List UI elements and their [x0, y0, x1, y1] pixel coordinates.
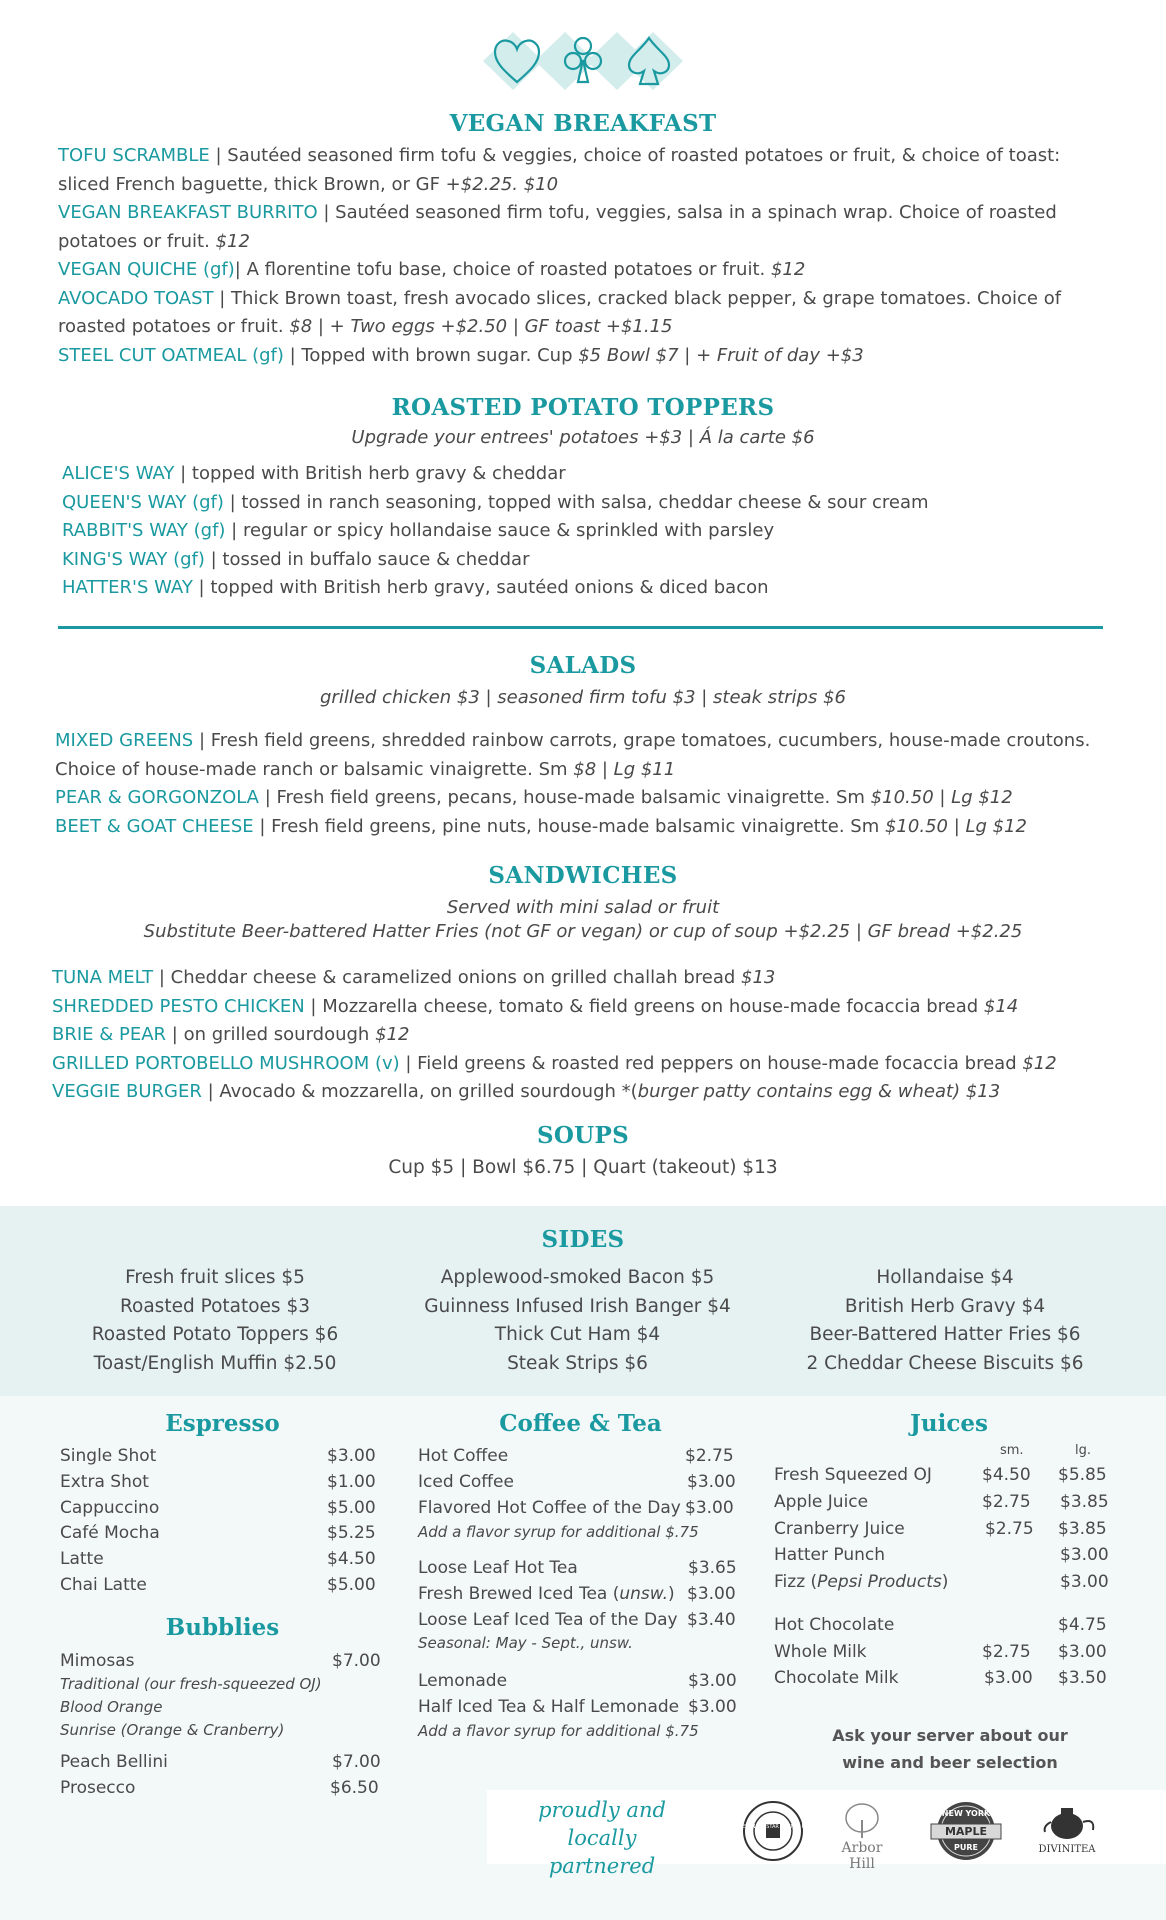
list-item: Hot Chocolate [774, 1615, 895, 1635]
menu-item: GRILLED PORTOBELLO MUSHROOM (v) | Field greens & roasted red peppers on house-made focaccia bread $12 [52, 1052, 1057, 1074]
sides-column-1 [70, 1264, 360, 1378]
price: $3.00 [688, 1697, 737, 1717]
menu-item: KING'S WAY (gf) | tossed in buffalo sauce & cheddar [62, 548, 530, 570]
price: $3.00 [687, 1472, 736, 1492]
menu-item: VEGAN QUICHE (gf)| A florentine tofu base, choice of roasted potatoes or fruit. $12 [58, 259, 806, 280]
note: Traditional (our fresh-squeezed OJ) [60, 1675, 322, 1693]
price-small: $4.50 [982, 1465, 1031, 1485]
list-item: Guinness Infused Irish Banger $4 [424, 1295, 731, 1317]
new-york-maple-logo: NEW YORK MAPLE PURE [927, 1800, 1005, 1862]
price: $3.00 [688, 1671, 737, 1691]
list-item: Chocolate Milk [774, 1668, 899, 1688]
price-small: $2.75 [982, 1492, 1031, 1512]
list-item: 2 Cheddar Cheese Biscuits $6 [806, 1352, 1084, 1374]
espresso-title: Espresso [165, 1410, 280, 1437]
note: Sunrise (Orange & Cranberry) [60, 1721, 285, 1739]
partners-tagline: proudly and locally partnered [538, 1798, 666, 1878]
list-item: Thick Cut Ham $4 [494, 1324, 661, 1345]
price: $5.00 [327, 1498, 376, 1518]
list-item: Roasted Potato Toppers $6 [91, 1324, 339, 1345]
note: Seasonal: May - Sept., unsw. [418, 1634, 633, 1652]
price-small: $2.75 [985, 1519, 1034, 1539]
menu-item: ALICE'S WAY | topped with British herb gravy & cheddar [62, 463, 566, 484]
menu-item: SHREDDED PESTO CHICKEN | Mozzarella cheese, tomato & field greens on house-made focaccia bread $14 [52, 995, 1019, 1017]
menu-item: TUNA MELT | Cheddar cheese & caramelized onions on grilled challah bread $13 [52, 967, 776, 988]
menu-item: BRIE & PEAR | on grilled sourdough $12 [52, 1024, 410, 1045]
list-item: Half Iced Tea & Half Lemonade [418, 1697, 680, 1717]
sides-column-3 [795, 1264, 1095, 1378]
price: $5.25 [327, 1523, 376, 1543]
price: $3.40 [687, 1610, 736, 1630]
list-item: Extra Shot [60, 1472, 149, 1492]
section-subtitle: Served with mini salad or fruit [446, 897, 720, 918]
salads-section [0, 652, 1166, 837]
soups-section [0, 1122, 1166, 1178]
note: Add a flavor syrup for additional $.75 [418, 1523, 699, 1541]
price: $1.00 [327, 1472, 376, 1492]
juices-title: Juices [910, 1410, 988, 1437]
list-item: Beer-Battered Hatter Fries $6 [809, 1324, 1081, 1345]
note: Add a flavor syrup for additional $.75 [418, 1722, 699, 1740]
price: $3.00 [687, 1584, 736, 1604]
list-item: Whole Milk [774, 1642, 867, 1662]
section-title: SALADS [529, 652, 637, 679]
price: $7.00 [332, 1651, 381, 1671]
list-item: Hot Coffee [418, 1446, 509, 1466]
sides-column-2 [410, 1264, 745, 1378]
list-item: Hatter Punch [774, 1545, 886, 1565]
section-title: SIDES [541, 1226, 625, 1253]
list-item: Fresh fruit slices $5 [125, 1267, 305, 1288]
section-title: SANDWICHES [488, 862, 678, 889]
price-large: $3.50 [1058, 1668, 1107, 1688]
section-divider [58, 626, 1103, 629]
list-item: Chai Latte [60, 1575, 147, 1595]
list-item: Iced Coffee [418, 1472, 514, 1492]
price-large: $3.00 [1058, 1642, 1107, 1662]
soups-prices: Cup $5 | Bowl $6.75 | Quart (takeout) $13 [388, 1157, 778, 1178]
menu-item: TOFU SCRAMBLE | Sautéed seasoned firm tofu & veggies, choice of roasted potatoes or fruit, & choice of toast: sliced French baguette, thick Brown, or GF +$2.25. $10 [58, 145, 1061, 195]
sandwiches-section [0, 862, 1166, 1102]
menu-item: PEAR & GORGONZOLA | Fresh field greens, pecans, house-made balsamic vinaigrette. Sm $10.50 | Lg $12 [55, 787, 1013, 808]
list-item: Fresh Brewed Iced Tea (unsw.) [418, 1584, 675, 1604]
price: $4.50 [327, 1549, 376, 1569]
list-item: Hollandaise $4 [876, 1267, 1014, 1288]
section-title: SOUPS [536, 1122, 630, 1149]
menu-item: BEET & GOAT CHEESE | Fresh field greens, pine nuts, house-made balsamic vinaigrette. Sm $10.50 | Lg $12 [55, 815, 1028, 837]
price: $6.50 [330, 1778, 379, 1798]
section-subtitle: Upgrade your entrees' potatoes +$3 | Á la carte $6 [351, 427, 815, 448]
menu-item: VEGAN BREAKFAST BURRITO | Sautéed seasoned firm tofu, veggies, salsa in a spinach wrap. Choice of roasted potatoes or fruit. $12 [58, 202, 1057, 252]
menu-item: STEEL CUT OATMEAL (gf) | Topped with brown sugar. Cup $5 Bowl $7 | + Fruit of day +$3 [58, 344, 864, 366]
list-item: Apple Juice [774, 1492, 869, 1512]
menu-item: HATTER'S WAY | topped with British herb gravy, sautéed onions & diced bacon [62, 577, 769, 598]
menu-item: VEGGIE BURGER | Avocado & mozzarella, on grilled sourdough *(burger patty contains egg & wheat) $13 [52, 1081, 1001, 1102]
price-large: $3.00 [1060, 1572, 1109, 1592]
price: $3.65 [688, 1558, 737, 1578]
list-item: Roasted Potatoes $3 [120, 1295, 310, 1317]
list-item: Fresh Squeezed OJ [774, 1465, 932, 1485]
price-large: $4.75 [1058, 1615, 1107, 1635]
list-item: Peach Bellini [60, 1752, 168, 1772]
divinitea-logo: DIVINITEA [1027, 1800, 1107, 1862]
card-suits-ornament [465, 30, 701, 92]
list-item: Prosecco [60, 1778, 136, 1798]
price: $5.00 [327, 1575, 376, 1595]
arbor-hill-logo: Arbor Hill [827, 1800, 897, 1862]
list-item: Loose Leaf Hot Tea [418, 1558, 578, 1578]
list-item: Steak Strips $6 [507, 1352, 648, 1374]
price-large: $3.85 [1058, 1519, 1107, 1539]
section-subtitle: grilled chicken $3 | seasoned firm tofu $3 | steak strips $6 [320, 687, 846, 708]
wine-beer-note: Ask your server about our wine and beer selection [832, 1726, 1068, 1772]
menu-item: QUEEN'S WAY (gf) | tossed in ranch seasoning, topped with salsa, cheddar cheese & sour cream [62, 491, 929, 513]
section-subtitle: Substitute Beer-battered Hatter Fries (not GF or vegan) or cup of soup +$2.25 | GF bread +$2.25 [143, 921, 1023, 942]
coffee-tea-title: Coffee & Tea [499, 1410, 662, 1437]
list-item: Lemonade [418, 1671, 508, 1691]
vegan-breakfast-section [0, 110, 1166, 366]
section-title: VEGAN BREAKFAST [449, 110, 717, 137]
section-title: ROASTED POTATO TOPPERS [391, 394, 775, 421]
list-item: Applewood-smoked Bacon $5 [440, 1267, 715, 1288]
price: $3.00 [327, 1446, 376, 1466]
sides-section [0, 1206, 1166, 1396]
list-item: Loose Leaf Iced Tea of the Day [418, 1610, 678, 1630]
list-item: Toast/English Muffin $2.50 [93, 1352, 337, 1374]
potato-toppers-section [0, 394, 1166, 598]
partners-strip [487, 1790, 1166, 1878]
list-item: Mimosas [60, 1651, 135, 1671]
price-small: $3.00 [984, 1668, 1033, 1688]
price: $2.75 [685, 1446, 734, 1466]
price-large: $5.85 [1058, 1465, 1107, 1485]
price-large: $3.85 [1060, 1492, 1109, 1512]
list-item: British Herb Gravy $4 [844, 1295, 1046, 1317]
price-small: $2.75 [982, 1642, 1031, 1662]
list-item: Latte [60, 1549, 104, 1569]
menu-item: RABBIT'S WAY (gf) | regular or spicy hollandaise sauce & sprinkled with parsley [62, 520, 775, 541]
size-small-label: sm. [1000, 1443, 1024, 1458]
list-item: Café Mocha [60, 1523, 160, 1543]
price: $3.00 [685, 1498, 734, 1518]
list-item: Cappuccino [60, 1498, 160, 1518]
list-item: Fizz (Pepsi Products) [774, 1572, 949, 1592]
list-item: Single Shot [60, 1446, 157, 1466]
price: $7.00 [332, 1752, 381, 1772]
note: Blood Orange [60, 1698, 163, 1716]
menu-item: MIXED GREENS | Fresh field greens, shredded rainbow carrots, grape tomatoes, cucumbers, house-made croutons. Choice of house-made ranch or balsamic vinaigrette. Sm $8 | Lg $11 [55, 730, 1091, 780]
list-item: Cranberry Juice [774, 1519, 905, 1539]
menu-item: AVOCADO TOAST | Thick Brown toast, fresh avocado slices, cracked black pepper, & grape tomatoes. Choice of roasted potatoes or fruit. $8 | + Two eggs +$2.50 | GF toast +$1.15 [58, 287, 1062, 337]
price-large: $3.00 [1060, 1545, 1109, 1565]
evening-star-logo: EVENING STAR COFFEE ROASTERS [742, 1800, 804, 1862]
bubblies-title: Bubblies [165, 1614, 280, 1641]
size-large-label: lg. [1075, 1443, 1091, 1458]
list-item: Flavored Hot Coffee of the Day [418, 1498, 681, 1518]
